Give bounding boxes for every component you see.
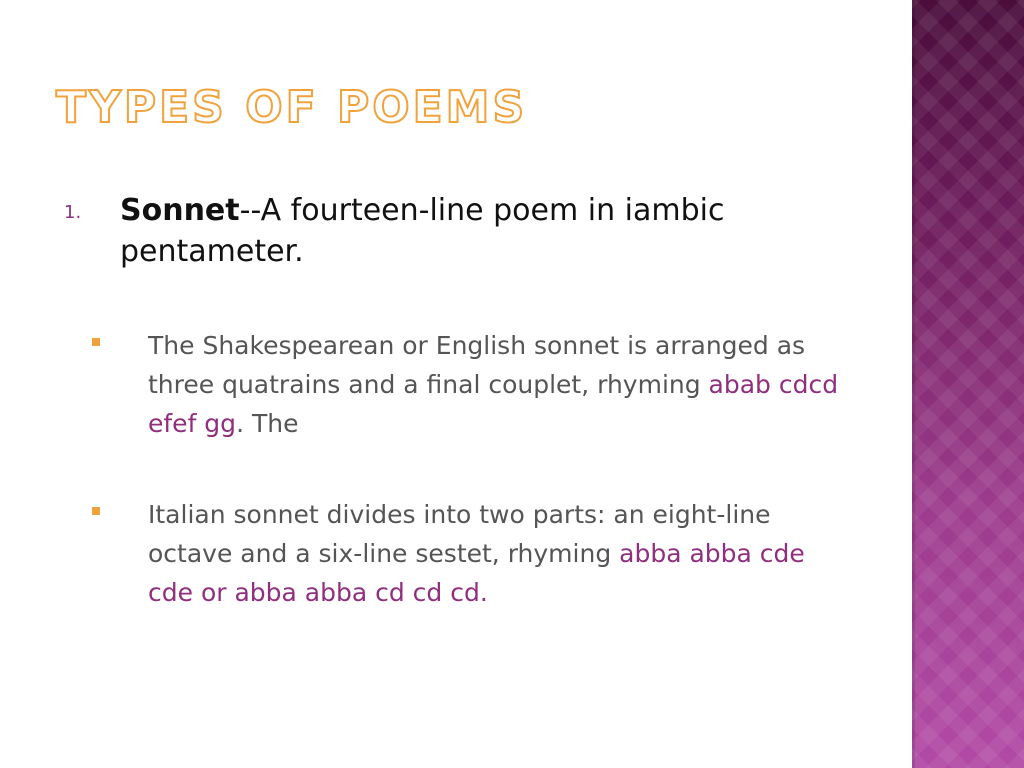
bullet-text: The Shakespearean or English sonnet is arranged as three quatrains and a final couplet, rhyming [148,331,806,399]
numbered-item-sonnet [62,190,852,272]
bullet-shakespearean [62,326,852,443]
bullet-text-end: . The [236,409,299,438]
bullet-text: Italian sonnet divides into two parts: an eight-line octave and a six-line sestet, rhyming [148,500,771,568]
sonnet-definition: --A fourteen-line poem in iambic pentameter. [120,193,725,269]
rhyme-scheme: abab cdcd efef gg [148,370,839,438]
rhyme-scheme: abba abba cde cde or abba abba cd cd cd. [148,539,805,607]
term-sonnet: Sonnet [120,193,240,228]
side-band-edge [912,0,915,768]
decorative-side-band [912,0,1024,768]
bullet-italian [62,495,852,612]
slide-title: TYPES OF POEMS [56,82,528,133]
square-bullet-icon [92,507,100,515]
slide-content [62,190,852,612]
item-number: 1. [64,202,82,223]
square-bullet-icon [92,338,100,346]
